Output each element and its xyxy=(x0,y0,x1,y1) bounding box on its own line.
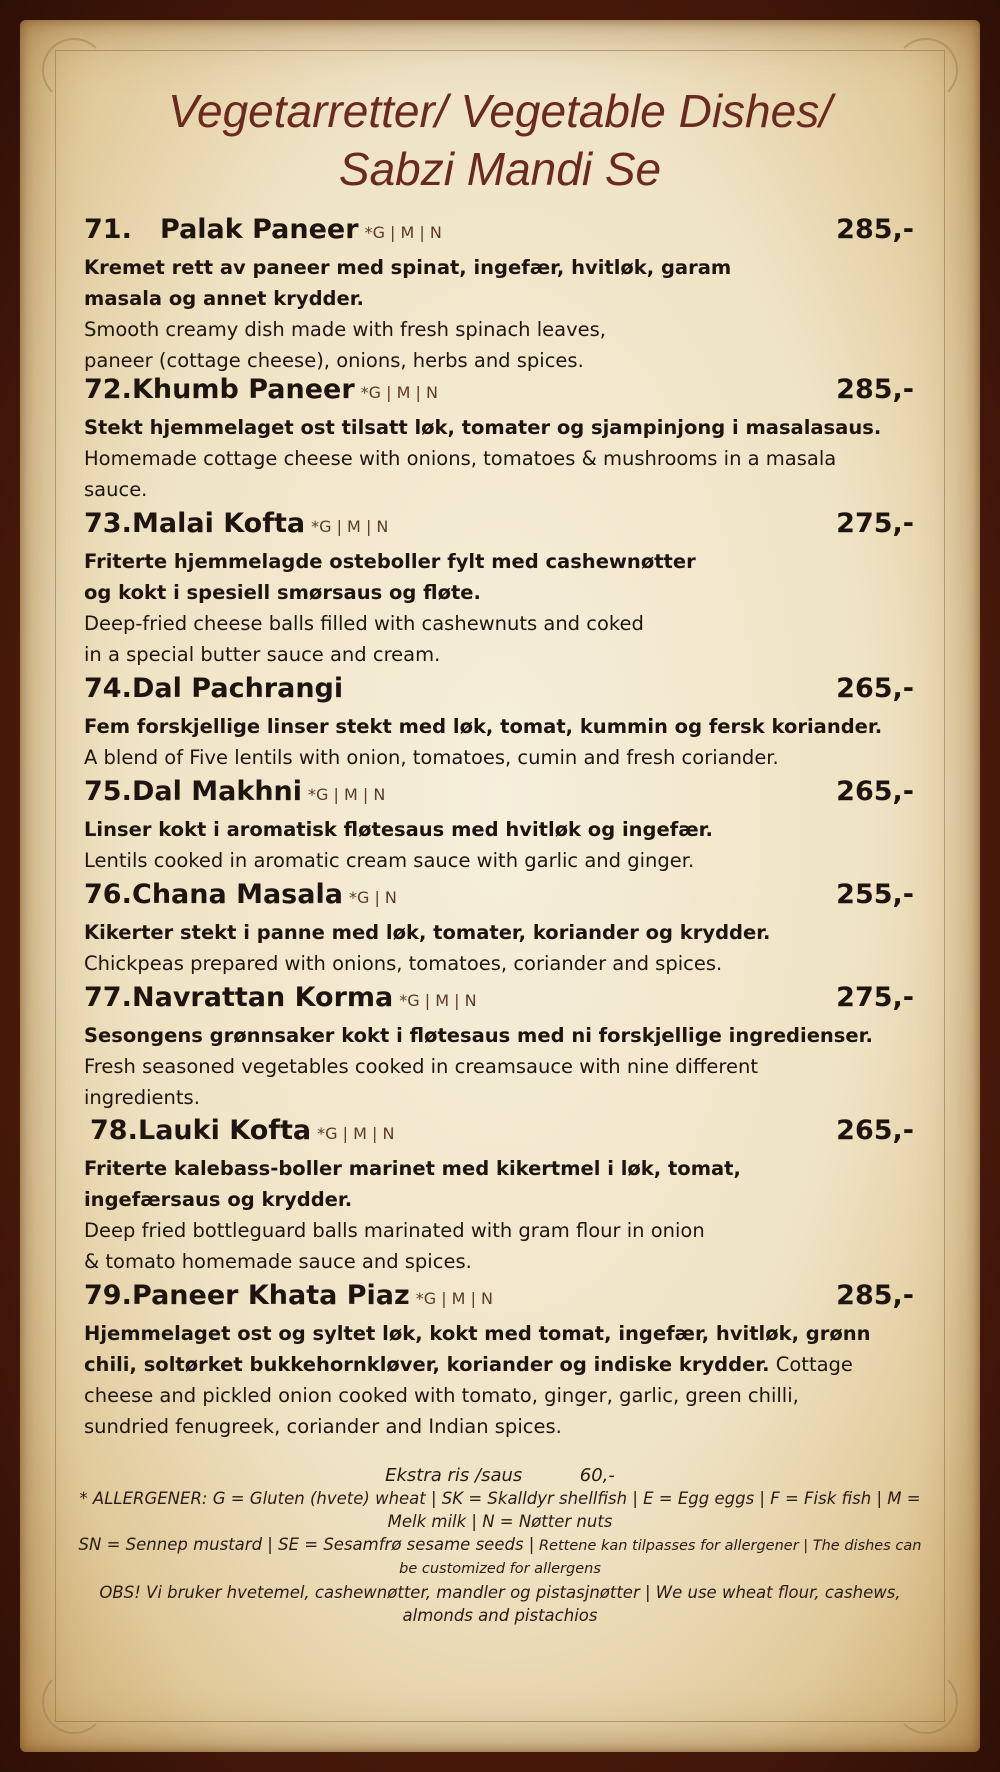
dish-header xyxy=(84,370,914,412)
dish-number: 76. xyxy=(84,879,132,910)
dish-allergens: *G | N xyxy=(348,888,397,907)
dish-name-text: Navrattan Korma xyxy=(132,982,394,1013)
desc-norwegian: Fem forskjellige linser stekt med løk, tomat, kummin og fersk koriander. xyxy=(84,715,883,738)
desc-english: & tomato homemade sauce and spices. xyxy=(84,1250,472,1273)
desc-norwegian: Friterte kalebass-boller marinet med kikertmel i løk, tomat, xyxy=(84,1157,741,1180)
dish-allergens: *G | M | N xyxy=(399,991,477,1010)
dish-description xyxy=(84,1153,914,1277)
obs-note-line-1: OBS! Vi bruker hvetemel, cashewnøtter, mandler og pistasjnøtter | We use wheat flour, cashews, xyxy=(99,1583,901,1602)
dish-name xyxy=(132,374,438,405)
dish-header xyxy=(84,1276,914,1318)
desc-norwegian: ingefærsaus og krydder. xyxy=(84,1188,353,1211)
desc-english: Chickpeas prepared with onions, tomatoes, coriander and spices. xyxy=(84,952,723,975)
desc-norwegian: Sesongens grønnsaker kokt i fløtesaus med ni forskjellige ingredienser. xyxy=(84,1024,873,1047)
dish-name xyxy=(132,1280,493,1311)
desc-english: A blend of Five lentils with onion, tomatoes, cumin and fresh coriander. xyxy=(84,746,779,769)
dish-name-text: Lauki Kofta xyxy=(138,1115,312,1146)
dish-header xyxy=(84,978,914,1020)
dish-76 xyxy=(84,875,914,978)
dish-price: 265,- xyxy=(836,1115,914,1146)
dish-name xyxy=(132,776,385,807)
title-line-1: Vegetarretter/ Vegetable Dishes/ xyxy=(168,85,832,137)
dish-number: 75. xyxy=(84,776,132,807)
dish-allergens: *G | M | N xyxy=(364,223,442,242)
desc-mixed-line xyxy=(84,1349,914,1380)
dish-description xyxy=(84,1020,914,1113)
dish-name-text: Dal Makhni xyxy=(132,776,303,807)
desc-norwegian: Friterte hjemmelagde osteboller fylt med cashewnøtter xyxy=(84,550,696,573)
dish-71 xyxy=(84,210,914,370)
allergen-legend-line-2: Melk milk | N = Nøtter nuts xyxy=(387,1512,613,1531)
dish-number: 79. xyxy=(84,1280,132,1311)
dish-72 xyxy=(84,370,914,504)
dish-allergens: *G | M | N xyxy=(308,785,386,804)
dish-header xyxy=(84,1111,914,1153)
dish-name xyxy=(132,982,477,1013)
dish-number: 77. xyxy=(84,982,132,1013)
dish-name-text: Paneer Khata Piaz xyxy=(132,1280,410,1311)
dish-allergens: *G | M | N xyxy=(360,383,438,402)
menu-footer xyxy=(70,1464,930,1627)
dish-name-text: Khumb Paneer xyxy=(132,374,355,405)
extra-label: Ekstra ris /saus xyxy=(385,1465,523,1486)
dish-number: 73. xyxy=(84,508,132,539)
dish-price: 265,- xyxy=(836,673,914,704)
dish-price: 275,- xyxy=(836,982,914,1013)
dish-allergens: *G | M | N xyxy=(311,517,389,536)
desc-english: Deep fried bottleguard balls marinated with gram flour in onion xyxy=(84,1219,705,1242)
dish-description xyxy=(84,1318,914,1442)
dish-description xyxy=(84,917,914,979)
dish-price: 285,- xyxy=(836,374,914,405)
dish-header xyxy=(84,210,914,252)
desc-norwegian: Linser kokt i aromatisk fløtesaus med hvitløk og ingefær. xyxy=(84,818,713,841)
desc-english: Smooth creamy dish made with fresh spinach leaves, xyxy=(84,318,606,341)
extra-price: 60,- xyxy=(579,1465,615,1486)
dish-description xyxy=(84,814,914,876)
dish-79 xyxy=(84,1276,914,1441)
desc-english: paneer (cottage cheese), onions, herbs and spices. xyxy=(84,349,584,372)
dish-allergens: *G | M | N xyxy=(415,1289,494,1308)
dish-description xyxy=(84,711,914,773)
desc-english: Fresh seasoned vegetables cooked in creamsauce with nine different xyxy=(84,1055,758,1078)
dish-74 xyxy=(84,669,914,772)
dish-number: 71. xyxy=(84,214,132,245)
desc-english: Cottage xyxy=(769,1353,853,1376)
dish-75 xyxy=(84,772,914,875)
desc-norwegian: chili, soltørket bukkehornkløver, koriander og indiske krydder. xyxy=(84,1353,770,1376)
customize-note-line-2: be customized for allergens xyxy=(399,1561,601,1577)
desc-english: sauce. xyxy=(84,478,148,501)
dish-price: 265,- xyxy=(836,776,914,807)
dish-description xyxy=(84,412,914,505)
desc-norwegian: og kokt i spesiell smørsaus og fløte. xyxy=(84,581,481,604)
desc-english: sundried fenugreek, coriander and Indian spices. xyxy=(84,1415,562,1438)
dish-header xyxy=(84,504,914,546)
desc-norwegian: Kikerter stekt i panne med løk, tomater, koriander og krydder. xyxy=(84,921,771,944)
dish-77 xyxy=(84,978,914,1111)
desc-english: Lentils cooked in aromatic cream sauce with garlic and ginger. xyxy=(84,849,695,872)
desc-norwegian: Hjemmelaget ost og syltet løk, kokt med tomat, ingefær, hvitløk, grønn xyxy=(84,1322,871,1345)
dish-name-text: Palak Paneer xyxy=(160,214,359,245)
dish-number: 72. xyxy=(84,374,132,405)
allergen-legend-line-3 xyxy=(70,1533,930,1558)
dish-number: 74. xyxy=(84,673,132,704)
dish-name xyxy=(132,879,397,910)
obs-note-line-2: almonds and pistachios xyxy=(402,1606,598,1625)
dish-list xyxy=(84,210,914,1441)
dish-name-text: Dal Pachrangi xyxy=(132,673,344,704)
desc-english: Homemade cottage cheese with onions, tomatoes & mushrooms in a masala xyxy=(84,447,837,470)
allergen-legend-line-1: * ALLERGENER: G = Gluten (hvete) wheat | SK = Skalldyr shellfish | E = Egg eggs | F = Fisk fish | M = xyxy=(79,1489,921,1508)
desc-english: ingredients. xyxy=(84,1086,200,1109)
extra-rice-sauce xyxy=(70,1464,930,1487)
dish-header xyxy=(84,772,914,814)
dish-number: 78. xyxy=(90,1115,138,1146)
dish-name xyxy=(160,214,442,245)
page-title xyxy=(60,82,940,198)
dish-description xyxy=(84,546,914,670)
desc-english: Deep-fried cheese balls filled with cashewnuts and coked xyxy=(84,612,644,635)
dish-description xyxy=(84,252,914,376)
title-line-2: Sabzi Mandi Se xyxy=(338,143,662,195)
dish-73 xyxy=(84,504,914,669)
dish-price: 275,- xyxy=(836,508,914,539)
dish-name xyxy=(132,673,343,704)
desc-norwegian: Stekt hjemmelaget ost tilsatt løk, tomater og sjampinjong i masalasaus. xyxy=(84,416,882,439)
dish-price: 285,- xyxy=(836,214,914,245)
dish-header xyxy=(84,669,914,711)
dish-name xyxy=(138,1115,394,1146)
dish-78 xyxy=(84,1111,914,1276)
dish-price: 285,- xyxy=(836,1280,914,1311)
desc-norwegian: Kremet rett av paneer med spinat, ingefær, hvitløk, garam xyxy=(84,256,732,279)
desc-norwegian: masala og annet krydder. xyxy=(84,287,364,310)
customize-note: Rettene kan tilpasses for allergener | The dishes can xyxy=(534,1538,922,1554)
dish-name xyxy=(132,508,388,539)
desc-english: cheese and pickled onion cooked with tomato, ginger, garlic, green chilli, xyxy=(84,1384,799,1407)
corner-ornament-icon xyxy=(894,1670,958,1734)
dish-name-text: Chana Masala xyxy=(132,879,343,910)
dish-allergens: *G | M | N xyxy=(317,1124,395,1143)
corner-ornament-icon xyxy=(42,1670,106,1734)
dish-price: 255,- xyxy=(836,879,914,910)
dish-name-text: Malai Kofta xyxy=(132,508,306,539)
desc-english: in a special butter sauce and cream. xyxy=(84,643,441,666)
dish-header xyxy=(84,875,914,917)
allergen-legend-text: SN = Sennep mustard | SE = Sesamfrø sesame seeds | xyxy=(78,1535,535,1554)
